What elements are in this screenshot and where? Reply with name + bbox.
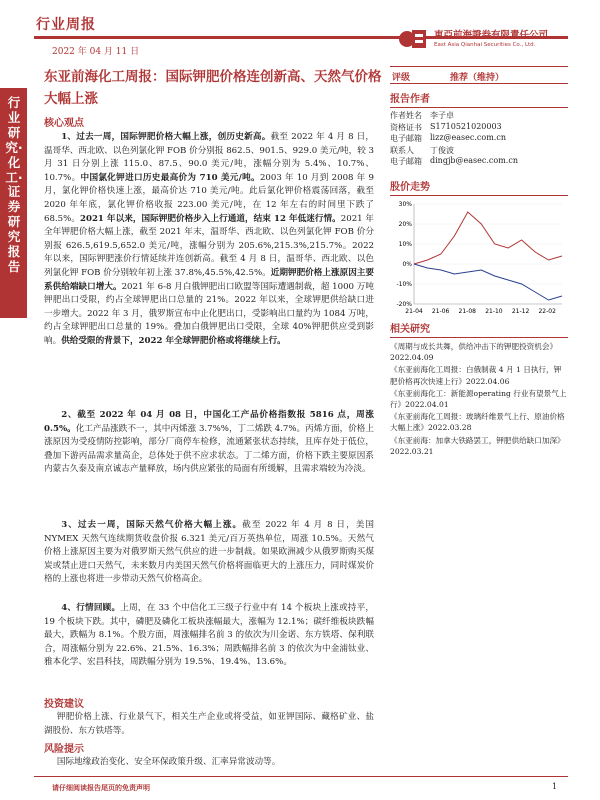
- related-item[interactable]: 《东亚前海化工周报：白俄制裁 4 月 1 日执行，钾肥价格再次快速上行》2022.04.06: [390, 365, 562, 386]
- related-item[interactable]: 《东亚前海化工周报：玻璃纤维景气上行、原油价格大幅上涨》2022.03.28: [390, 412, 565, 433]
- footer-disclaimer: 请仔细阅读报告尾页的免责声明: [52, 783, 150, 792]
- p1-bold-2: 中国氯化钾进口历史最高价为 710 美元/吨。: [80, 172, 260, 183]
- series-line-0: [414, 212, 562, 264]
- analyst-row: [390, 110, 568, 122]
- related-head: 相关研究: [390, 320, 568, 338]
- chart-head: 股价走势: [390, 178, 568, 196]
- stock-chart: [390, 178, 568, 318]
- footer-rule: [34, 776, 568, 777]
- p1-text-2: 2003 年 10 月到 2008 年 9 月，氯化钾价格快速上涨，最高价达 710 美元/吨。此后氯化钾价格震荡回落，截至 2020 年年底，氯化钾价格收报 223.00 美元/吨，在 12 年左右的时间里下跌了 68.5%。: [44, 172, 374, 224]
- analyst-key: 联系人: [390, 145, 414, 155]
- p3-text: 截至 2022 年 4 月 8 日，美国 NYMEX 天然气连续期货收盘价报 6.321 美元/百万英热单位，周涨 10.5%。天然气价格上涨原因主要为对俄罗斯天然气供应的进一步制裁。如果欧洲减少从俄罗斯购买煤炭或禁止进口天然气，未来数月内美国天然气价格将面临更大的上涨压力，同时煤炭价格的上涨也将进一步带动天然气价格高企。: [44, 520, 374, 585]
- y-tick-label: 30%: [398, 201, 412, 208]
- p2-text: 化工产品涨跌不一，其中丙烯涨 3.7%%，丁二烯跌 4.7%。丙烯方面，价格上涨原因为受疫情防控影响，部分厂商停车检修，流通紧张状态持续，且库存处于低位，叠加下游丙品需求量高企，总体处于供不应求状态。丁二烯方面，价格下跌主要原因系内蒙古久泰及南京诚志产量释放，场内供应紧张的局面有所缓解，且需求端较为冷淡。: [44, 423, 374, 475]
- y-tick-label: 10%: [398, 241, 412, 248]
- analyst-value: 丁俊波: [430, 145, 454, 155]
- x-tick-label: 21-06: [431, 308, 450, 315]
- p4-text: 上周，在 33 个中信化工三级子行业中有 14 个板块上涨或持平，19 个板块下跌。其中，磷肥及磷化工板块涨幅最大，涨幅为 12.1%；碳纤维板块跌幅最大，跌幅为 8.1%。个股方面，周涨幅排名前 3 的依次为川金诺、东方铁塔、保利联合，周涨幅分别为 22.6%、21.5%、16.3%；周跌幅排名前 3 的依次为中金浦钛业、雅本化学、宏昌科技，周跌幅分别为 19.5%、19.4%、13.6%。: [44, 603, 374, 668]
- p1-bold-5: 供给受限的背景下，2022 年全球钾肥价格或将继续上行。: [61, 335, 286, 346]
- related-item[interactable]: 《周期与成长共舞，供给冲击下的钾肥投资机会》2022.04.09: [390, 342, 558, 363]
- risk-text: 国际地缘政治变化、安全环保政策升级、汇率异常波动等。: [56, 757, 281, 767]
- analyst-row: [390, 122, 568, 134]
- chart-svg: [390, 198, 568, 320]
- x-tick-label: 21-10: [485, 308, 503, 315]
- p1-bold-4: 近期钾肥价格上涨原因主要系供给端缺口增大。: [44, 267, 374, 292]
- analyst-key: 电子邮箱: [390, 157, 422, 166]
- p1-text-4: 2021 年 6-8 月白俄钾肥出口欧盟等国际遭遇制裁，超 1000 万吨钾肥出口受限，约占全球钾肥出口总量的 21%。2022 年以来，全球钾肥供给缺口进一步增大。2022 年 3 月，俄罗斯宣布中止化肥出口，受影响出口量约为 1084 万吨，约占全球钾肥出口总量的 19%。叠加白俄钾肥出口受限，全球 40%钾肥供应受到影响。: [44, 281, 374, 346]
- paragraph-4: [44, 602, 374, 670]
- x-tick-label: 21-08: [458, 308, 476, 315]
- analyst-section: [390, 90, 568, 168]
- analyst-key: 资格证书: [390, 122, 422, 132]
- analyst-row: [390, 133, 568, 145]
- analyst-value: dingjb@easec.com.cn: [430, 156, 518, 165]
- p3-lead: 3、过去一周，国际天然气价格大幅上涨。: [61, 520, 243, 530]
- logo-name-cn: 東亞前海證券有限責任公司: [434, 30, 549, 41]
- rating-box: [390, 66, 568, 84]
- page-number: 1: [552, 782, 558, 791]
- section-invest: 投资建议: [44, 699, 84, 710]
- x-tick-label: 22-02: [538, 308, 556, 315]
- analyst-value: 李子卓: [430, 111, 454, 120]
- related-section: [390, 320, 568, 458]
- section-risk: 风险提示: [44, 744, 84, 755]
- analyst-head: 报告作者: [390, 90, 568, 108]
- paragraph-2: [44, 409, 374, 477]
- x-tick-label: 21-04: [405, 308, 423, 315]
- rating-label: 评级: [392, 73, 411, 83]
- x-tick-label: 21-12: [511, 308, 530, 315]
- analyst-value: S1710521020003: [430, 121, 502, 131]
- p1-text: 截至 2022 年 4 月 8 日，温哥华、西北欧、以色列氯化钾 FOB 价分别报 862.5、901.5、929.0 美元/吨，较 3 月 31 日分别上涨 115.0、87.5、90.0 美元/吨，涨幅分别为 5.4%、10.7%、10.7%。: [44, 132, 374, 183]
- analyst-key: 作者姓名: [390, 111, 422, 120]
- p1-bold-3: 2021 年以来，国际钾肥价格步入上行通道，结束 12 年低迷行情。: [79, 213, 341, 224]
- sidebar-label: 行业研究·化工·证券研究报告: [5, 95, 23, 274]
- p1-text-3: 2021 年全年钾肥价格大幅上涨，截至 2021 年末，温哥华、西北欧、以色列氯化钾 FOB 价分别报 626.5,619.5,652.0 美元/吨，涨幅分别为 205.6%,215.3%,215.7%。2022 年以来，国际钾肥涨价行情延续并连创新高。截至 4 月 8 日，温哥华、西北欧、以色列氯化钾 FOB 价分别较年初上涨 37.8%,45.5%,42.5%。: [44, 213, 375, 278]
- invest-text: 钾肥价格上涨、行业景气下，相关生产企业或将受益，如亚钾国际、藏格矿业、盐湖股份、东方铁塔等。: [44, 712, 374, 736]
- report-date: 2022 年 04 月 11 日: [52, 47, 140, 57]
- p2-lead: 2、截至 2022 年 04 月 08 日，中国化工产品价格指数报 5816 点，周涨 0.5%。: [44, 410, 374, 434]
- related-item[interactable]: 《东亚前海：加拿大铁路罢工，钾肥供给缺口加深》2022.03.21: [390, 435, 565, 456]
- y-tick-label: 0%: [402, 261, 412, 268]
- y-tick-label: -20%: [396, 301, 412, 308]
- y-tick-label: -10%: [396, 281, 412, 288]
- y-tick-label: 20%: [398, 221, 412, 228]
- paragraph-3: [44, 519, 374, 587]
- related-item[interactable]: 《东亚前海化工：新能源operating 行业有望景气上行》2022.04.01: [390, 388, 567, 410]
- header-title: 行业周报: [36, 17, 96, 33]
- analyst-value: lizz@easec.com.cn: [430, 133, 506, 142]
- p4-lead: 4、行情回顾。: [61, 603, 121, 613]
- analyst-row: [390, 145, 568, 157]
- section-core: 核心观点: [44, 118, 84, 129]
- p1-lead: 1、过去一周，国际钾肥价格大幅上涨，创历史新高。: [61, 132, 271, 142]
- company-logo-icon: [398, 26, 428, 52]
- paragraph-1: [44, 131, 374, 349]
- company-logo: [398, 22, 568, 58]
- report-title: 东亚前海化工周报：国际钾肥价格连创新高、天然气价格大幅上涨: [44, 69, 382, 107]
- rating-value: 推荐（维持）: [450, 73, 505, 83]
- analyst-key: 电子邮箱: [390, 134, 422, 143]
- logo-name-en: East Asia Qianhai Securities Co., Ltd.: [434, 42, 536, 48]
- analyst-row: [390, 156, 568, 168]
- series-line-1: [414, 264, 562, 300]
